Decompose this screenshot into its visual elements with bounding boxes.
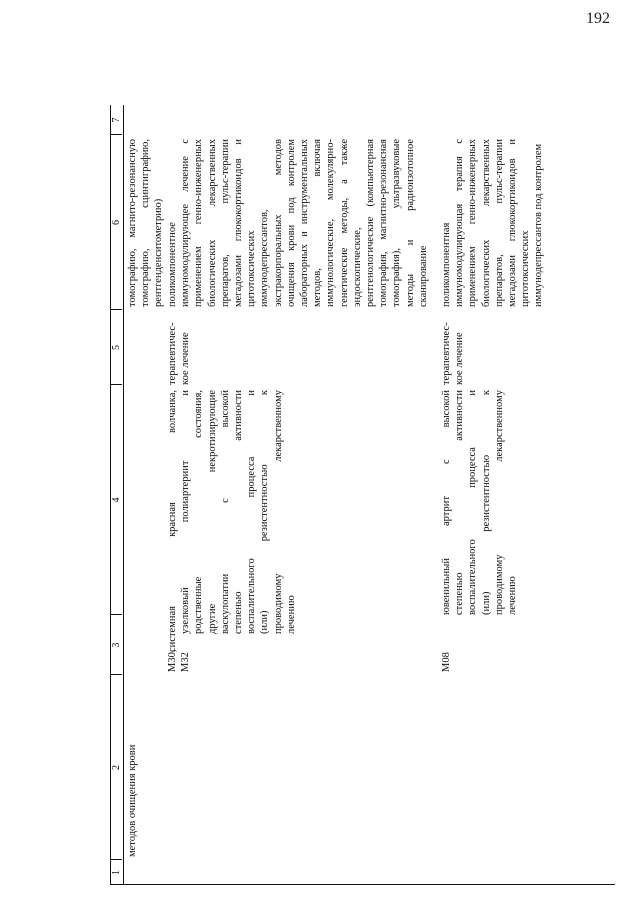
column-header-7: 7 <box>111 117 122 123</box>
row-m08-treatment-type: терапевтичес- кое лечение <box>441 322 466 385</box>
column-header-2: 2 <box>111 765 122 770</box>
row-m30-treatment-method: поликомпонентное иммуномодулирующее лечение с применением генно-инженерных биологических лекарственных препаратов, пульс-терапии мегадозами глюкокортикоидов и цитотоксических иммунодепрессантов, экстракорпоральных методов очищения крови под контролем лабораторных и инструментальных методов, включая иммунологические, молекулярно- генетические методы, а также эндоскопические, рентгенологические (компьютерная томография, магнитно-резонансная томография), ультразвуковые методы и радиоизотопное сканирование <box>167 139 429 307</box>
column-number-header <box>110 105 124 885</box>
table-left-border <box>110 884 615 885</box>
row-m08-code: М08 <box>441 652 452 672</box>
row-m30-code: М30, М32 <box>167 649 192 672</box>
column-divider <box>110 859 122 860</box>
column-header-1: 1 <box>111 870 122 875</box>
row-m08-condition: ювенильный артрит с высокой степенью активности воспалительного процесса и (или) резистентностью к проводимому лекарственному лечению <box>441 390 519 615</box>
continuation-method: методов очищения крови <box>127 744 138 857</box>
page-number: 192 <box>586 10 610 27</box>
rotated-table <box>110 105 615 885</box>
column-header-5: 5 <box>111 345 122 350</box>
row-m30-treatment-type: терапевтичес- кое лечение <box>167 322 192 385</box>
continuation-treatment: томографию, магнито-резонансную томографию, сцинтиграфию, рентгенденситометрию) <box>127 139 165 307</box>
column-divider <box>110 134 122 135</box>
row-m08-treatment-method: поликомпонентная иммуномодулирующая терапия с применением генно-инженерных биологических лекарственных препаратов, пульс-терапии мегадозами глюкокортикоидов и цитотоксических иммунодепрессантов под контролем <box>441 139 545 307</box>
column-divider <box>110 614 122 615</box>
row-m30-condition: системная красная волчанка, узелковый полиартериит и родственные состояния, другие некротизирующие васкулопатии с высокой степенью активности воспалительного процесса и (или) резистентностью к проводимому лекарственному лечению <box>167 390 297 652</box>
column-divider <box>110 309 122 310</box>
column-divider <box>110 674 122 675</box>
column-header-4: 4 <box>111 497 122 503</box>
column-divider <box>110 384 122 385</box>
column-header-6: 6 <box>111 220 122 225</box>
column-header-3: 3 <box>111 642 122 648</box>
